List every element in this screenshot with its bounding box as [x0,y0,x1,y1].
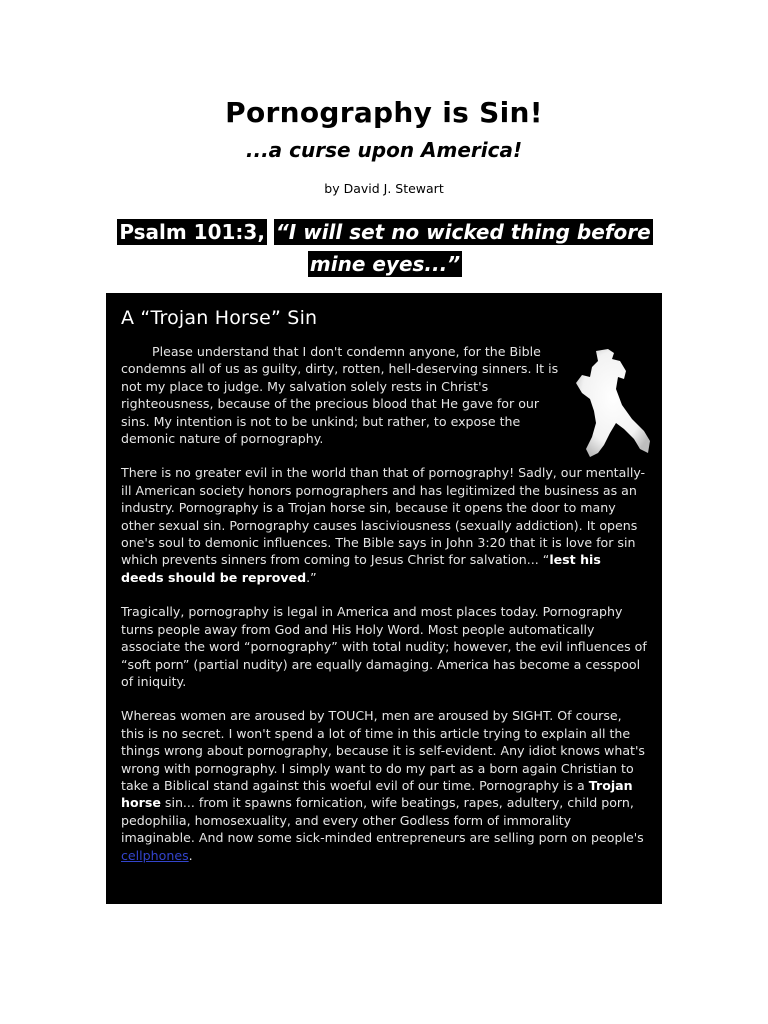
paragraph-4-end: . [188,847,193,863]
article-paragraph-3: Tragically, pornography is legal in America and most places today. Pornography turns people away from God and His Holy Word. Most people automatically associate the word “pornography” with total nudity; however, the evil influences of “soft porn” (partial nudity) are equally damaging. America has become a cesspool of iniquity. [121,604,647,689]
cellphones-link[interactable]: cellphones [121,847,189,863]
verse-reference: Psalm 101:3, [119,220,265,244]
paragraph-2-bold: lest his deeds should be reproved [121,552,601,585]
article-paragraph-2 [121,464,647,586]
paragraph-4-text: Whereas women are aroused by TOUCH, men are aroused by SIGHT. Of course, this is no secret. I won't spend a lot of time in this article trying to explain all the things wrong about pornography, because it is self-evident. Any idiot knows what's wrong with pornography. I simply want to do my part as a born again Christian to take a Biblical stand against this woeful evil of our time. Pornography is a [121,708,645,793]
verse-quote: “I will set no wicked thing before mine eyes...” [275,220,651,276]
paragraph-4-bold: Trojan horse [121,777,633,811]
paragraph-4-mid: sin... from it spawns fornication, wife beatings, rapes, adultery, child porn, pedophilia, homosexuality, and every other Godless form of immorality imaginable. And now some sick-minded entrepreneurs are selling porn on people's [121,795,644,846]
silhouette-figure-image [568,349,650,457]
article-paragraph-1: Please understand that I don't condemn anyone, for the Bible condemns all of us as guilty, dirty, rotten, hell-deserving sinners. It is not my place to judge. My salvation solely rests in Christ's righteousness, because of the precious blood that He gave for our sins. My intention is not to be unkind; but rather, to expose the demonic nature of pornography. [121,344,559,447]
page-subtitle: ...a curse upon America! [245,138,523,162]
paragraph-2-end: .” [306,569,317,585]
article-heading: A “Trojan Horse” Sin [121,307,318,329]
paragraph-2-text: There is no greater evil in the world than that of pornography! Sadly, our mentally-ill American society honors pornographers and has legitimized the business as an industry. Pornography is a Trojan horse sin, because it opens the door to many other sexual sin. Pornography causes lasciviousness (sexually addiction). It opens one's soul to demonic influences. The Bible says in John 3:20 that it is love for sin which prevents sinners from coming to Jesus Christ for salvation... “ [121,465,646,568]
page-title: Pornography is Sin! [225,96,543,129]
author-byline: by David J. Stewart [324,181,444,196]
scripture-verse [105,216,665,280]
article-paragraph-4 [121,707,647,864]
article-panel [106,293,662,904]
